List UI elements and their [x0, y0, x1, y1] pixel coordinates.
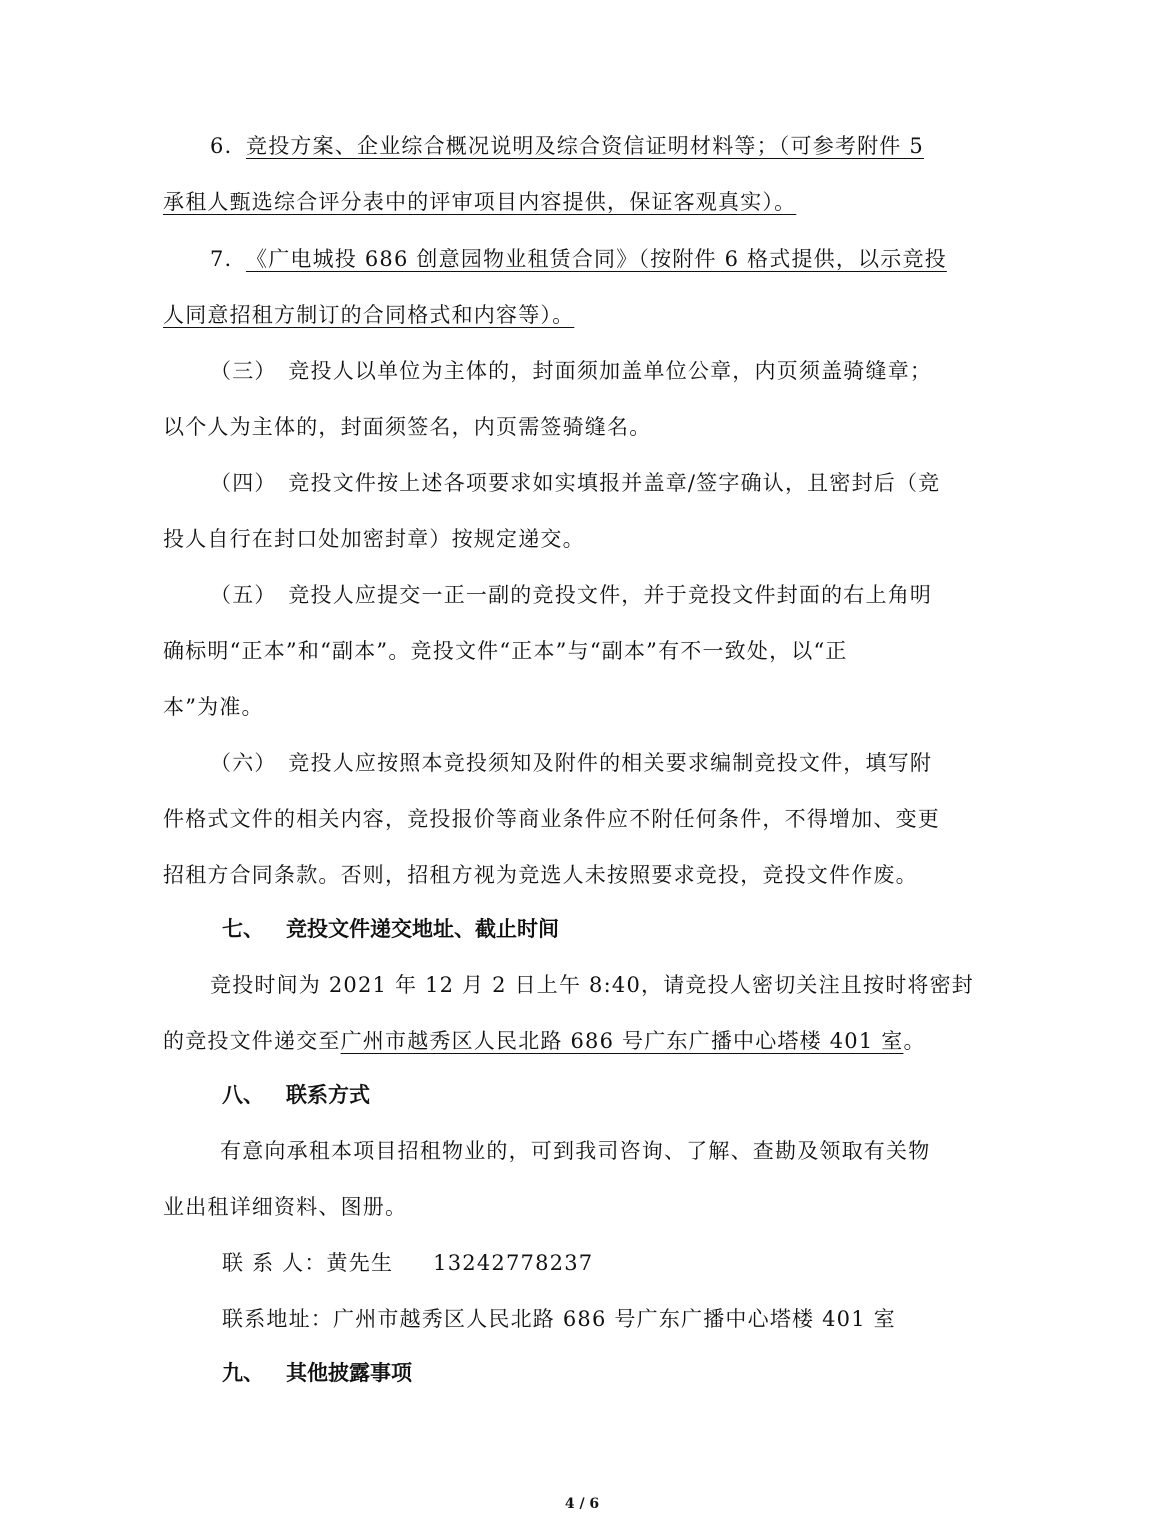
para-6-line-1: （六） 竞投人应按照本竞投须知及附件的相关要求编制竞投文件，填写附	[210, 751, 933, 775]
para-3-line-1: （三） 竞投人以单位为主体的，封面须加盖单位公章，内页须盖骑缝章；	[210, 359, 933, 383]
para-5-line-2: 确标明“正本”和“副本”。竞投文件“正本”与“副本”有不一致处，以“正	[163, 639, 848, 663]
section-8-line-2: 业出租详细资料、图册。	[163, 1195, 408, 1219]
submission-address: 广州市越秀区人民北路 686 号广东广播中心塔楼 401 室	[340, 1029, 904, 1053]
item-7-text-1: 《广电城投 686 创意园物业租赁合同》（按附件 6 格式提供，以示竞投	[246, 247, 947, 271]
para-3-line-2: 以个人为主体的，封面须签名，内页需签骑缝名。	[163, 415, 652, 439]
para-5-line-1: （五） 竞投人应提交一正一副的竞投文件，并于竞投文件封面的右上角明	[210, 583, 933, 607]
para-6-line-2: 件格式文件的相关内容，竞投报价等商业条件应不附任何条件，不得增加、变更	[163, 807, 940, 831]
item-6-text-1: 竞投方案、企业综合概况说明及综合资信证明材料等；（可参考附件 5	[246, 134, 924, 158]
para-4-line-2: 投人自行在封口处加密封章）按规定递交。	[163, 527, 585, 551]
para-4-line-1: （四） 竞投文件按上述各项要求如实填报并盖章/签字确认，且密封后（竞	[210, 471, 941, 495]
contact-person: 联 系 人：黄先生	[222, 1251, 394, 1275]
item-6-line-2	[163, 187, 991, 217]
section-7-title: 竞投文件递交地址、截止时间	[286, 917, 559, 941]
section-7-line-2-prefix: 的竞投文件递交至	[163, 1029, 341, 1053]
item-7-line-1	[163, 244, 991, 274]
section-9-number: 九、	[222, 1361, 264, 1385]
contact-phone: 13242778237	[433, 1251, 594, 1275]
section-7-line-1: 竞投时间为 2021 年 12 月 2 日上午 8:40，请竞投人密切关注且按时将密封	[210, 973, 975, 997]
item-6-line-1	[163, 131, 991, 161]
section-8-number: 八、	[222, 1083, 264, 1107]
section-8-line-1: 有意向承租本项目招租物业的，可到我司咨询、了解、查勘及领取有关物	[220, 1139, 931, 1163]
section-8-title: 联系方式	[286, 1083, 370, 1107]
para-6-line-3: 招租方合同条款。否则，招租方视为竞选人未按照要求竞投，竞投文件作废。	[163, 863, 918, 887]
section-9-heading	[222, 1358, 412, 1388]
item-7-line-2	[163, 300, 991, 330]
section-7-line-2	[163, 1026, 991, 1056]
section-8-heading	[222, 1080, 370, 1110]
contact-person-line	[222, 1248, 593, 1278]
item-6-text-2: 承租人甄选综合评分表中的评审项目内容提供，保证客观真实）。	[163, 190, 797, 214]
section-7-number: 七、	[222, 917, 264, 941]
contact-address: 联系地址：广州市越秀区人民北路 686 号广东广播中心塔楼 401 室	[222, 1307, 896, 1331]
section-7-line-2-suffix: 。	[903, 1029, 926, 1053]
page-number: 4 / 6	[564, 1496, 600, 1512]
section-7-heading	[222, 914, 559, 944]
item-6-number: 6.	[210, 134, 233, 158]
section-9-title: 其他披露事项	[286, 1361, 412, 1385]
para-5-line-3: 本”为准。	[163, 695, 264, 719]
item-7-text-2: 人同意招租方制订的合同格式和内容等）。	[163, 303, 575, 327]
item-7-number: 7.	[210, 247, 233, 271]
